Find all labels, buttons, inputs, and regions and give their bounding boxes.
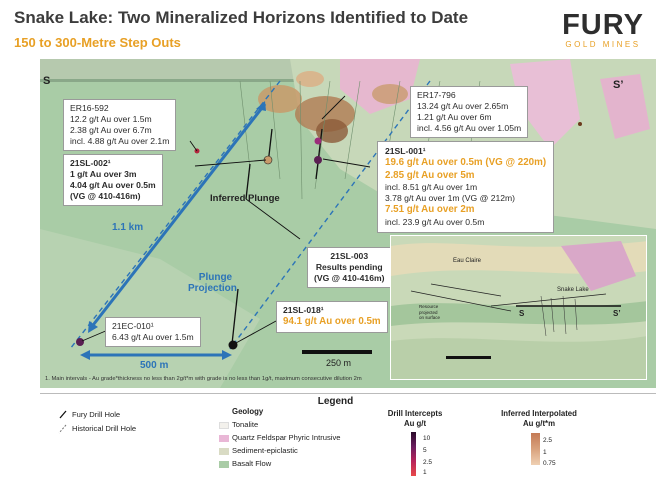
distance-1km-label: 1.1 km	[112, 222, 144, 233]
inset-label-s: S	[519, 309, 525, 318]
inferred-plunge-label: Inferred Plunge	[210, 193, 280, 204]
page-subtitle: 150 to 300-Metre Step Outs	[14, 35, 181, 50]
legend-intercepts-unit: Au g/t	[403, 419, 427, 428]
scale-bar	[302, 350, 372, 354]
callout-er17-796	[410, 86, 528, 138]
callout-hole: 21SL-001¹	[385, 146, 426, 156]
legend-historical-drill-hole: Historical Drill Hole	[72, 424, 137, 433]
callout-hole: ER17-796	[417, 90, 456, 100]
legend-fury-drill-hole: Fury Drill Hole	[72, 410, 121, 419]
callout-21sl-001	[377, 141, 554, 233]
callout-line: incl. 4.88 g/t Au over 2.1m	[70, 136, 170, 146]
legend-geology-sediment: Sediment-epiclastic	[232, 446, 298, 455]
callout-line: incl. 23.9 g/t Au over 0.5m	[385, 216, 485, 227]
interp-color-ramp	[531, 433, 540, 465]
callout-line: (VG @ 410-416m)	[314, 273, 385, 283]
callout-hole: 21SL-002¹	[70, 158, 111, 168]
distance-500m-label: 500 m	[140, 360, 169, 371]
callout-line-highlight: 7.51 g/t Au over 2m	[385, 204, 475, 215]
callout-line: Results pending	[315, 262, 383, 272]
logo-wordmark: FURY	[562, 9, 644, 41]
historical-hole-symbol	[59, 425, 66, 433]
inset-scale-bar	[446, 356, 491, 359]
callout-21sl-003	[307, 247, 391, 288]
plunge-projection-label	[188, 272, 237, 294]
callout-line-highlight: 19.6 g/t Au over 0.5m (VG @ 220m)	[385, 157, 547, 168]
callout-hole: ER16-592	[70, 103, 109, 113]
grade-blob-4	[372, 84, 408, 104]
intercept-21sl-001-b	[315, 138, 322, 145]
intercept-21ec-010	[76, 338, 84, 346]
inset-lower-band	[391, 336, 647, 380]
callout-21sl-002	[63, 154, 163, 206]
scale-bar-label: 250 m	[326, 358, 352, 368]
callout-21ec-010	[105, 317, 201, 347]
callout-line: 3.78 g/t Au over 1m (VG @ 212m)	[385, 193, 516, 203]
callout-line: 1.21 g/t Au over 6m	[417, 112, 492, 122]
section-label-s: S	[43, 75, 51, 87]
logo-tagline: GOLD MINES	[565, 40, 641, 49]
callout-hole: 21SL-003	[330, 251, 369, 261]
legend-intercepts-title: Drill Intercepts	[387, 409, 443, 418]
callout-line: 2.38 g/t Au over 6.7m	[70, 125, 152, 135]
legend-hole-symbols	[56, 410, 70, 438]
intercept-21sl-018	[229, 341, 238, 350]
callout-line: incl. 4.56 g/t Au over 1.05m	[417, 123, 522, 133]
leader-sl002	[195, 160, 266, 166]
callout-hole: 21EC-010¹	[112, 321, 154, 331]
intercept-minor	[578, 122, 582, 126]
callout-hole: 21SL-018¹	[283, 305, 324, 315]
interp-tick-0-75: 0.75	[543, 460, 556, 467]
intercepts-tick-10: 10	[423, 435, 431, 442]
callout-line: 12.2 g/t Au over 1.5m	[70, 114, 152, 124]
swatch-sediment	[219, 448, 229, 455]
swatch-basalt	[219, 461, 229, 468]
plunge-projection-line1: Plunge	[198, 272, 233, 283]
callout-line: (VG @ 410-416m)	[70, 191, 141, 201]
callout-line: 13.24 g/t Au over 2.65m	[417, 101, 509, 111]
callout-er16-592	[63, 99, 176, 151]
intercept-21sl-001	[314, 156, 322, 164]
legend-interp-title: Inferred Interpolated	[501, 409, 577, 418]
legend-geology-basalt: Basalt Flow	[232, 459, 272, 468]
plunge-projection-line2: Projection	[188, 283, 237, 294]
callout-line: 6.43 g/t Au over 1.5m	[112, 332, 194, 342]
legend-title: Legend	[317, 396, 354, 407]
page-title: Snake Lake: Two Mineralized Horizons Identified to Date	[14, 8, 469, 27]
callout-line: 1 g/t Au over 3m	[70, 169, 137, 179]
intercepts-tick-5: 5	[423, 447, 427, 454]
intercepts-tick-1: 1	[423, 469, 427, 476]
footnote: 1. Main intervals - Au grade*thickness no less than 2g/t*m with grade is no less than 1g/t, maximum consecutive dilution 2m	[45, 376, 362, 382]
legend-interp-unit: Au g/t*m	[522, 419, 556, 428]
interp-tick-2-5: 2.5	[543, 437, 553, 444]
interp-tick-1: 1	[543, 449, 547, 456]
leader-sl003	[246, 199, 300, 239]
section-label-s-prime: S’	[613, 79, 624, 91]
fury-hole-symbol	[60, 411, 66, 418]
inset-plan-map	[390, 235, 647, 380]
intercepts-tick-2-5: 2.5	[423, 459, 433, 466]
leader-er16	[190, 141, 197, 151]
fury-logo	[548, 10, 658, 49]
callout-line: incl. 8.51 g/t Au over 1m	[385, 182, 478, 192]
swatch-qfp	[219, 435, 229, 442]
swatch-tonalite	[219, 422, 229, 429]
callout-line-highlight: 2.85 g/t Au over 5m	[385, 169, 475, 181]
callout-21sl-018	[276, 301, 388, 333]
legend-divider	[40, 393, 656, 394]
inset-label-snake-lake: Snake Lake	[557, 287, 589, 293]
legend-geology-title: Geology	[232, 407, 264, 416]
legend-geology-tonalite: Tonalite	[232, 420, 259, 429]
callout-line: 4.04 g/t Au over 0.5m	[70, 180, 156, 190]
inset-label-resource: Resource projected on surface	[419, 304, 441, 320]
legend-geology-qfp: Quartz Feldspar Phyric Intrusive	[232, 433, 341, 442]
intercepts-color-ramp	[411, 432, 416, 476]
inset-label-eau-claire: Eau Claire	[453, 258, 482, 264]
inset-label-s-prime: S’	[613, 309, 621, 318]
callout-line-highlight: 94.1 g/t Au over 0.5m	[283, 316, 381, 327]
